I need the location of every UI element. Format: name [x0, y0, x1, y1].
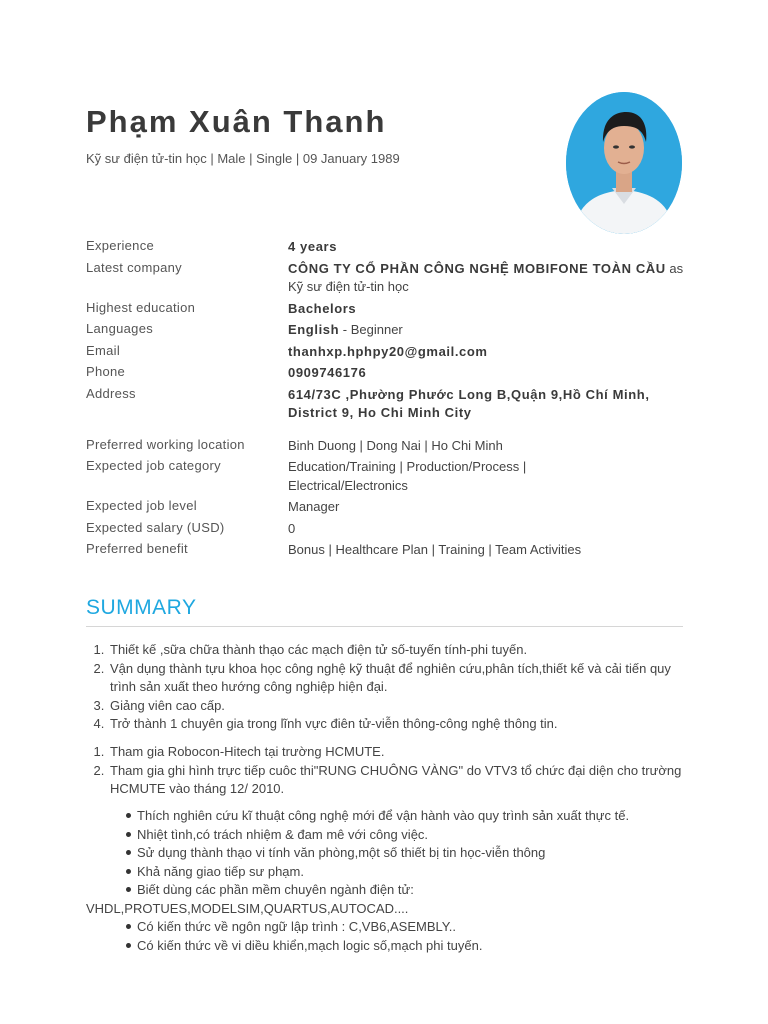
education-label: Highest education [86, 299, 196, 315]
candidate-name: Phạm Xuân Thanh [86, 104, 387, 139]
phone-value[interactable]: 0909746176 [288, 365, 367, 380]
category-row [86, 458, 686, 495]
benefit-label: Preferred benefit [86, 541, 188, 556]
email-value[interactable]: thanhxp.hphpy20@gmail.com [288, 343, 488, 359]
list-item: Nhiệt tình,có trách nhiệm & đam mê với công việc. [126, 826, 686, 845]
salary-value: 0 [288, 520, 296, 536]
experience-value: 4 years [288, 239, 338, 254]
bullet-icon [126, 924, 131, 929]
list-item: Biết dùng các phần mềm chuyên ngành điện tử: [126, 881, 686, 900]
education-value: Bachelors [288, 300, 357, 316]
address-row [86, 386, 686, 423]
company-label: Latest company [86, 259, 182, 275]
experience-row [86, 238, 686, 257]
phone-label: Phone [86, 364, 126, 379]
list-item: Thích nghiên cứu kĩ thuật công nghệ mới để vận hành vào quy trình sản xuất thực tế. [126, 807, 686, 826]
company-name: CÔNG TY CỔ PHẦN CÔNG NGHỆ MOBIFONE TOÀN CẦU [288, 260, 666, 276]
email-label: Email [86, 342, 121, 358]
list-item: 2. Tham gia ghi hình trực tiếp cuôc thi"RUNG CHUÔNG VÀNG" do VTV3 tổ chức đại diện cho trường HCMUTE vào tháng 12/ 2010. [108, 762, 688, 799]
bullet-icon [126, 869, 131, 874]
phone-row [86, 364, 686, 383]
achievements-list [108, 743, 688, 799]
company-row [86, 260, 686, 297]
bullet-icon [126, 832, 131, 837]
experience-label: Experience [86, 238, 155, 253]
salary-label: Expected salary (USD) [86, 519, 225, 535]
profile-info-table [86, 238, 686, 560]
list-item: VHDL,PROTUES,MODELSIM,QUARTUS,AUTOCAD.... [86, 900, 409, 916]
education-row [86, 300, 686, 319]
summary-divider [86, 626, 683, 627]
company-role: as Kỹ sư điện tử-tin học [288, 260, 684, 294]
level-row [86, 498, 686, 517]
list-item: Có kiến thức về ngôn ngữ lập trình : C,VB6,ASEMBLY.. [126, 918, 686, 937]
level-label: Expected job level [86, 498, 197, 513]
bullet-icon [126, 850, 131, 855]
list-item: 1. Thiết kế ,sữa chữa thành thạo các mạch điện tử số-tuyến tính-phi tuyến. [108, 641, 688, 660]
category-label: Expected job category [86, 458, 221, 473]
language-name: English [288, 322, 340, 337]
location-row [86, 437, 686, 456]
candidate-subline: Kỹ sư điện tử-tin học | Male | Single | 09 January 1989 [86, 151, 400, 166]
languages-label: Languages [86, 321, 154, 336]
bullet-icon [126, 813, 131, 818]
location-value: Binh Duong | Dong Nai | Ho Chi Minh [288, 437, 503, 453]
bullet-icon [126, 943, 131, 948]
bullet-icon [126, 887, 131, 892]
languages-row [86, 321, 686, 340]
goals-list [108, 641, 688, 734]
location-label: Preferred working location [86, 436, 245, 452]
benefit-value: Bonus | Healthcare Plan | Training | Team Activities [288, 542, 582, 557]
list-item: 3. Giảng viên cao cấp. [108, 697, 688, 716]
list-item: 4. Trở thành 1 chuyên gia trong lĩnh vực điên tử-viễn thông-công nghệ thông tin. [108, 715, 688, 734]
address-value: 614/73C ,Phường Phước Long B,Quận 9,Hồ Chí Minh, District 9, Ho Chi Minh City [288, 386, 650, 420]
skills-list [86, 807, 686, 955]
profile-photo [566, 92, 682, 234]
summary-title: SUMMARY [86, 596, 197, 619]
list-item: Sử dụng thành thạo vi tính văn phòng,một số thiết bị tin học-viễn thông [126, 844, 686, 863]
list-item: 2. Vận dụng thành tựu khoa học công nghệ kỹ thuật để nghiên cứu,phân tích,thiết kế và cải tiến quy trình sản xuất theo hướng công nghiệp hiện đại. [108, 660, 688, 697]
language-level: - Beginner [339, 322, 403, 337]
salary-row [86, 520, 686, 539]
list-item: 1. Tham gia Robocon-Hitech tại trường HCMUTE. [108, 743, 688, 762]
list-item: Khả năng giao tiếp sư phạm. [126, 863, 686, 882]
address-label: Address [86, 385, 136, 401]
email-row [86, 343, 686, 362]
profile-photo-icon [566, 92, 682, 234]
benefit-row [86, 541, 686, 560]
category-value: Education/Training | Production/Process | Electrical/Electronics [288, 459, 527, 493]
level-value: Manager [288, 499, 340, 514]
list-item: Có kiến thức về vi diều khiển,mạch logic số,mạch phi tuyến. [126, 937, 686, 956]
